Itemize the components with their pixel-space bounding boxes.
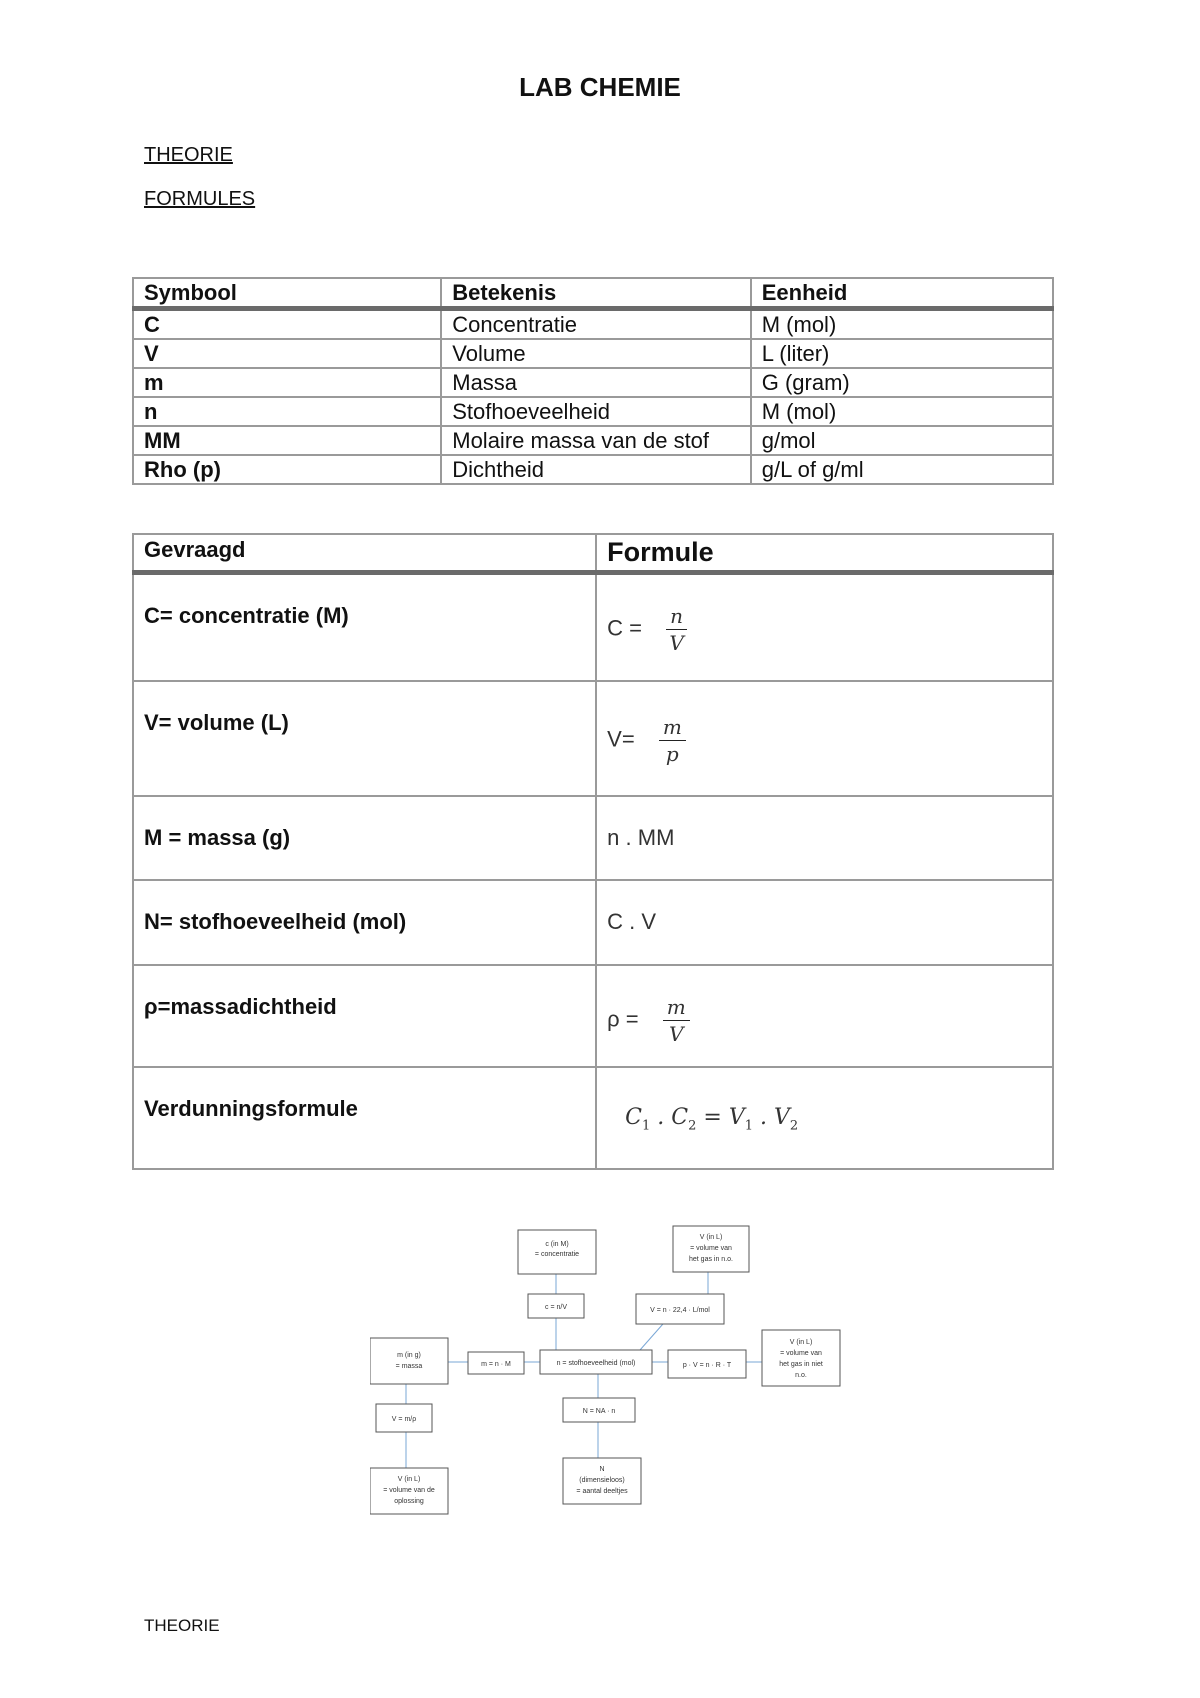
box-cform: c = n/V xyxy=(545,1304,567,1311)
box-N-line2: (dimensieloos) xyxy=(579,1477,625,1484)
symbol-cell: C xyxy=(133,309,441,340)
formula-cell xyxy=(596,681,1053,796)
fraction xyxy=(659,714,686,767)
table-row xyxy=(133,368,1053,397)
fraction-numerator: n xyxy=(666,603,687,630)
header-eenheid: Eenheid xyxy=(751,278,1053,309)
unit-cell: L (liter) xyxy=(751,339,1053,368)
formules-link[interactable]: FORMULES xyxy=(144,188,256,210)
meaning-cell: Volume xyxy=(441,339,750,368)
box-N-line3: = aantal deeltjes xyxy=(576,1488,628,1495)
unit-cell: M (mol) xyxy=(751,397,1053,426)
symbol-cell: m xyxy=(133,368,441,397)
table-row xyxy=(133,880,1053,965)
unit-cell: g/mol xyxy=(751,426,1053,455)
conversion-diagram xyxy=(370,1222,850,1522)
symbol-cell: n xyxy=(133,397,441,426)
box-vgas2-line3: het gas in niet xyxy=(779,1361,823,1368)
formula-prefix: V= xyxy=(607,725,635,751)
box-n: n = stofhoeveelheid (mol) xyxy=(556,1360,636,1367)
formula-prefix: C = xyxy=(607,615,643,641)
header-betekenis: Betekenis xyxy=(441,278,750,309)
asked-cell: ρ=massadichtheid xyxy=(133,965,596,1067)
box-m-line2: = massa xyxy=(395,1363,423,1370)
fraction-denominator: p xyxy=(665,741,679,766)
theorie-link[interactable]: THEORIE xyxy=(144,144,233,166)
table-row xyxy=(133,397,1053,426)
box-vsol-line2: = volume van de xyxy=(383,1487,435,1494)
box-pv: p · V = n · R · T xyxy=(682,1362,732,1369)
table-row xyxy=(133,965,1053,1067)
box-vsol-line3: oplossing xyxy=(394,1498,424,1505)
table-row xyxy=(133,796,1053,880)
box-vgas1-line3: het gas in n.o. xyxy=(689,1256,733,1263)
header-gevraagd: Gevraagd xyxy=(133,534,596,573)
unit-cell: G (gram) xyxy=(751,368,1053,397)
box-vgas2-line1: V (in L) xyxy=(789,1339,813,1346)
page-title: LAB CHEMIE xyxy=(519,72,681,102)
formula-cell xyxy=(596,965,1053,1067)
formula-cell xyxy=(596,573,1053,681)
asked-cell: Verdunningsformule xyxy=(133,1067,596,1169)
formula-cell: C . V xyxy=(596,880,1053,965)
fraction xyxy=(666,603,687,656)
meaning-cell: Massa xyxy=(441,368,750,397)
box-vgas2-line2: = volume van xyxy=(780,1350,822,1357)
meaning-cell: Dichtheid xyxy=(441,455,750,484)
fraction-denominator: V xyxy=(669,1021,684,1046)
asked-cell: M = massa (g) xyxy=(133,796,596,880)
asked-cell: V= volume (L) xyxy=(133,681,596,796)
symbol-cell: V xyxy=(133,339,441,368)
table-row xyxy=(133,681,1053,796)
formulas-table xyxy=(132,533,1054,1170)
box-vgas1-line2: = volume van xyxy=(690,1245,732,1252)
box-c-line1: c (in M) xyxy=(545,1241,569,1248)
asked-cell: N= stofhoeveelheid (mol) xyxy=(133,880,596,965)
unit-cell: M (mol) xyxy=(751,309,1053,340)
box-vform: V = n · 22,4 · L/mol xyxy=(650,1307,710,1314)
header-formule: Formule xyxy=(596,534,1053,573)
formula-prefix: ρ = xyxy=(607,1005,639,1031)
box-vgas2-line4: n.o. xyxy=(795,1372,807,1379)
fraction xyxy=(663,994,690,1047)
table-row xyxy=(133,426,1053,455)
fraction-numerator: m xyxy=(663,994,690,1021)
fraction-denominator: V xyxy=(669,631,684,655)
asked-cell: C= concentratie (M) xyxy=(133,573,596,681)
box-m-line1: m (in g) xyxy=(397,1352,421,1359)
box-c-line2: = concentratie xyxy=(534,1251,580,1258)
symbol-cell: Rho (p) xyxy=(133,455,441,484)
box-vsol-line1: V (in L) xyxy=(397,1476,421,1483)
footer-theorie: THEORIE xyxy=(144,1616,220,1635)
header-symbool: Symbool xyxy=(133,278,441,309)
formulas-header-row xyxy=(133,534,1053,573)
formula-cell: n . MM xyxy=(596,796,1053,880)
table-row xyxy=(133,455,1053,484)
meaning-cell: Concentratie xyxy=(441,309,750,340)
diagram-boxes xyxy=(370,1226,840,1514)
box-nform: N = NA · n xyxy=(582,1408,616,1415)
table-row xyxy=(133,573,1053,681)
meaning-cell: Stofhoeveelheid xyxy=(441,397,750,426)
table-row xyxy=(133,339,1053,368)
box-N-line1: N xyxy=(599,1466,605,1473)
symbols-table xyxy=(132,277,1054,485)
table-row xyxy=(133,1067,1053,1169)
box-vgas1-line1: V (in L) xyxy=(699,1234,723,1241)
meaning-cell: Molaire massa van de stof xyxy=(441,426,750,455)
box-vrho: V = m/ρ xyxy=(391,1416,417,1423)
table-row xyxy=(133,309,1053,340)
unit-cell: g/L of g/ml xyxy=(751,455,1053,484)
symbol-cell: MM xyxy=(133,426,441,455)
symbols-header-row xyxy=(133,278,1053,309)
fraction-numerator: m xyxy=(659,714,686,741)
box-mform: m = n · M xyxy=(481,1361,511,1368)
dilution-formula: $C_1$ . $C_2 = V_1$ . $V_2$ xyxy=(625,1104,799,1133)
formula-cell xyxy=(596,1067,1053,1169)
